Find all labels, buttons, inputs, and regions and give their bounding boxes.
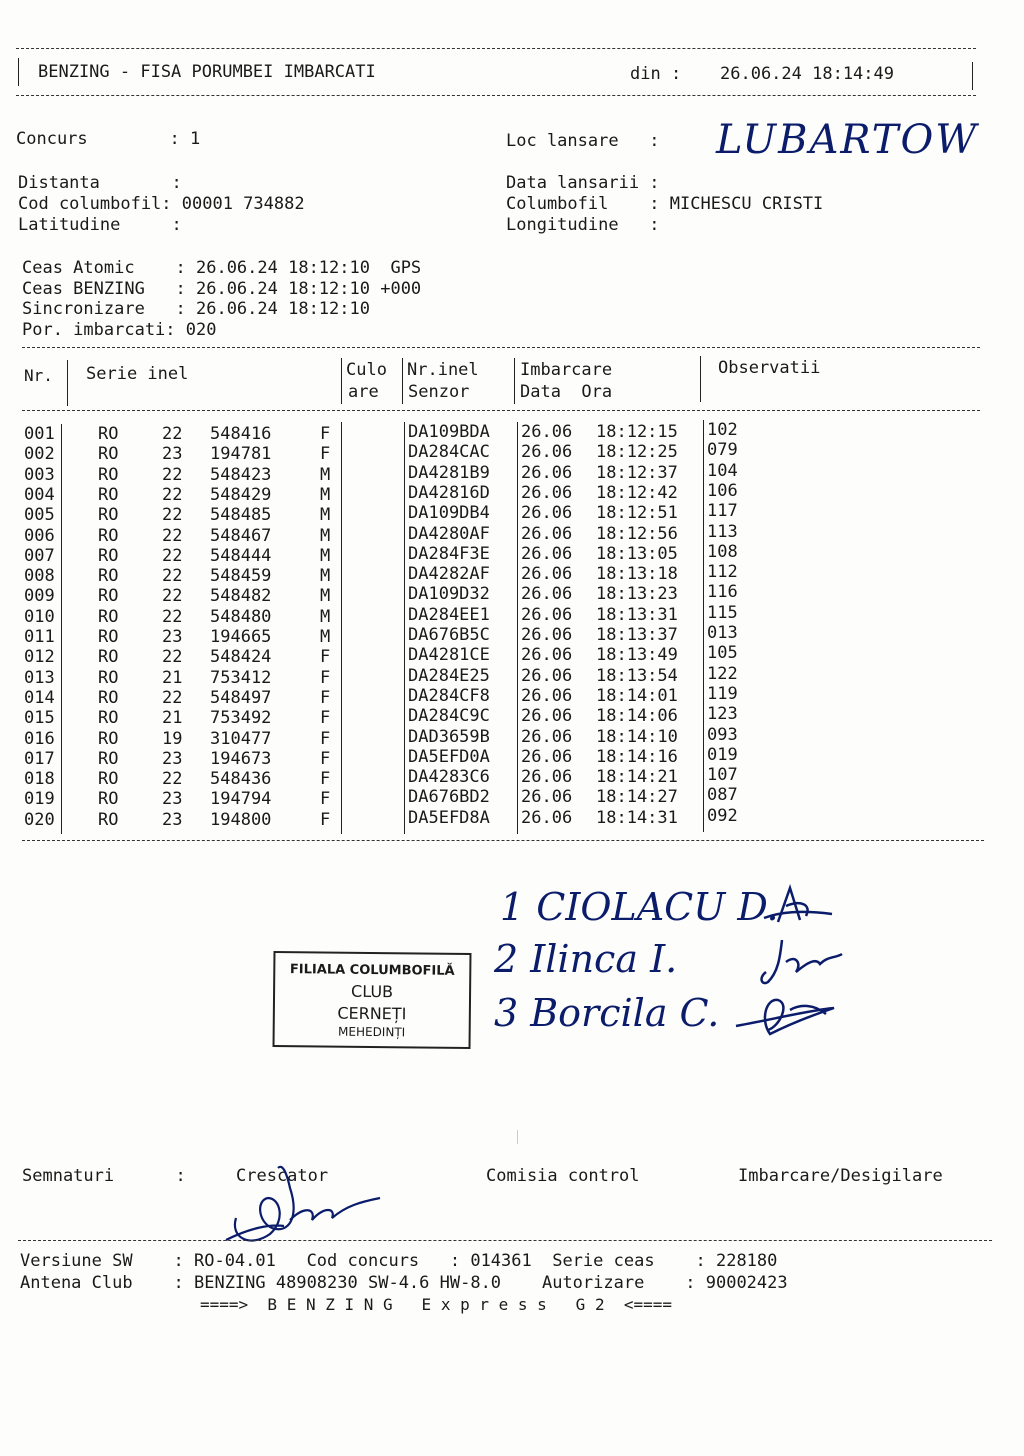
table-row [0,663,1024,688]
row-date: 26.06 [521,584,573,605]
table-row [0,602,1024,627]
row-country: RO [98,627,119,647]
handwritten-line-2: 2 Ilinca I. [494,937,678,981]
table-row [0,501,1024,526]
imbarcare-desigilare-label: Imbarcare/Desigilare [738,1166,943,1186]
table-row [0,683,1024,708]
row-time: 18:14:10 [596,726,678,747]
row-nr: 005 [24,505,55,526]
row-country: RO [98,444,119,465]
stamp-line-1: FILIALA COLUMBOFILĂ [289,962,455,979]
row-country: RO [98,667,119,688]
handwritten-line-1: 1 CIOLACU D. [500,885,779,929]
row-time: 18:13:23 [596,584,678,605]
row-time: 18:14:16 [596,746,678,767]
row-nr: 016 [24,728,55,749]
row-date: 26.06 [521,726,573,747]
row-year: 23 [162,748,183,769]
row-date: 26.06 [521,807,573,828]
row-nr: 020 [24,809,55,830]
versiune-sw-line: Versiune SW : RO-04.01 Cod concurs : 014361 Serie ceas : 228180 [20,1251,778,1271]
row-sex: F [320,728,331,749]
row-nr: 002 [24,444,55,465]
stamp-line-4: MEHEDINȚI [337,1024,406,1040]
row-sensor: DA4283C6 [408,767,490,788]
handwritten-initials-2 [756,932,846,992]
row-country: RO [98,505,119,526]
row-nr: 014 [24,687,55,708]
row-sensor: DA676BD2 [408,787,490,808]
row-sex: M [320,545,331,566]
row-year: 22 [162,464,183,485]
row-year: 22 [162,525,183,546]
row-obs: 116 [707,582,738,603]
table-row [0,480,1024,505]
table-row [0,440,1024,465]
row-sensor: DA284CF8 [408,685,490,706]
row-date: 26.06 [521,645,573,666]
row-nr: 007 [24,545,55,566]
row-sex: M [320,464,331,485]
comisia-control-label: Comisia control [486,1166,640,1186]
row-date: 26.06 [521,604,573,625]
row-sex: M [320,586,331,607]
column-header-culoare-2: are [348,382,379,402]
porumbei-imbarcati-field: Por. imbarcati: 020 [22,320,217,340]
row-serial: 548436 [210,769,272,790]
columbofil-field: Columbofil : MICHESCU CRISTI [506,194,824,214]
row-year: 23 [162,809,183,830]
row-country: RO [98,687,119,708]
table-row [0,724,1024,749]
row-country: RO [98,464,119,485]
row-sensor: DA5EFD8A [408,807,490,828]
row-serial: 194800 [210,809,272,830]
loc-lansare-label: Loc lansare : [506,131,660,151]
print-date-value: 26.06.24 18:14:49 [720,64,894,84]
row-date: 26.06 [521,543,573,564]
row-time: 18:14:06 [596,706,678,727]
row-year: 22 [162,424,183,444]
row-year: 21 [162,708,183,729]
table-row [0,765,1024,790]
print-date-label: din : [630,64,682,84]
row-time: 18:12:37 [596,462,678,483]
row-sensor: DA676B5C [408,625,490,645]
row-country: RO [98,769,119,790]
row-date: 26.06 [521,665,573,686]
row-obs: 115 [707,602,738,623]
latitudine-field: Latitudine : [18,215,182,235]
row-nr: 019 [24,789,55,810]
row-date: 26.06 [521,625,573,645]
row-date: 26.06 [521,442,573,463]
row-serial: 753412 [210,667,272,688]
benzing-express-banner: ====> B E N Z I N G E x p r e s s G 2 <==== [200,1295,673,1314]
row-date: 26.06 [521,706,573,727]
row-country: RO [98,525,119,546]
row-country: RO [98,484,119,505]
row-obs: 105 [707,643,738,664]
row-obs: 119 [707,683,738,704]
row-sensor: DA109D32 [408,584,490,605]
row-year: 22 [162,647,183,668]
row-obs: 079 [707,440,738,461]
row-year: 23 [162,627,183,647]
column-header-imbarcare: Imbarcare [520,360,613,380]
table-row [0,582,1024,607]
distanta-field: Distanta : [18,173,182,193]
row-year: 22 [162,586,183,607]
row-obs: 108 [707,541,738,562]
row-time: 18:12:15 [596,422,678,442]
row-serial: 548444 [210,545,272,566]
row-date: 26.06 [521,523,573,544]
row-sensor: DA4281CE [408,645,490,666]
row-time: 18:14:27 [596,787,678,808]
ceas-atomic-field: Ceas Atomic : 26.06.24 18:12:10 GPS [22,258,422,278]
row-obs: 102 [707,420,738,440]
table-row [0,521,1024,546]
row-sensor: DA284F3E [408,543,490,564]
row-time: 18:12:56 [596,523,678,544]
row-sensor: DA4282AF [408,564,490,585]
semnaturi-label: Semnaturi : [22,1166,186,1186]
row-sex: F [320,647,331,668]
row-sex: M [320,606,331,627]
handwritten-line-3: 3 Borcila C. [494,991,720,1035]
row-serial: 753492 [210,708,272,729]
row-year: 23 [162,789,183,810]
table-row [0,643,1024,668]
row-sex: M [320,525,331,546]
ceas-benzing-field: Ceas BENZING : 26.06.24 18:12:10 +000 [22,279,422,299]
row-year: 22 [162,566,183,587]
row-time: 18:13:31 [596,604,678,625]
row-nr: 011 [24,627,55,647]
row-obs: 112 [707,562,738,583]
row-time: 18:12:42 [596,482,678,503]
row-date: 26.06 [521,422,573,442]
row-serial: 548429 [210,484,272,505]
row-obs: 013 [707,623,738,643]
row-serial: 310477 [210,728,272,749]
concurs-field: Concurs : 1 [16,129,201,149]
row-sensor: DA109BDA [408,422,490,442]
row-obs: 113 [707,521,738,542]
row-nr: 006 [24,525,55,546]
row-sensor: DA284EE1 [408,604,490,625]
row-sex: F [320,769,331,790]
column-header-serie-inel: Serie inel [86,364,189,384]
row-obs: 117 [707,501,738,522]
sincronizare-field: Sincronizare : 26.06.24 18:12:10 [22,299,370,319]
row-sex: F [320,809,331,830]
row-nr: 010 [24,606,55,627]
table-row [0,785,1024,810]
row-serial: 548424 [210,647,272,668]
row-sensor: DAD3659B [408,726,490,747]
row-serial: 194665 [210,627,272,647]
row-sex: M [320,505,331,526]
column-header-data-ora: Data Ora [520,382,613,402]
row-time: 18:13:49 [596,645,678,666]
row-serial: 548423 [210,464,272,485]
row-serial: 194673 [210,748,272,769]
row-time: 18:13:37 [596,625,678,645]
row-nr: 015 [24,708,55,729]
table-row [0,805,1024,830]
row-time: 18:13:05 [596,543,678,564]
longitudine-field: Longitudine : [506,215,660,235]
row-sensor: DA42816D [408,482,490,503]
document-title: BENZING - FISA PORUMBEI IMBARCATI [38,62,376,82]
row-country: RO [98,809,119,830]
row-nr: 017 [24,748,55,769]
handwritten-initials-3 [730,990,840,1040]
stamp-line-2: CLUB [350,981,394,1002]
row-sex: M [320,484,331,505]
row-time: 18:12:51 [596,503,678,524]
row-date: 26.06 [521,685,573,706]
row-country: RO [98,424,119,444]
row-nr: 013 [24,667,55,688]
row-sensor: DA4281B9 [408,462,490,483]
row-nr: 001 [24,424,55,444]
row-time: 18:13:54 [596,665,678,686]
row-date: 26.06 [521,787,573,808]
row-serial: 548497 [210,687,272,708]
crescator-label: Crescator [236,1166,329,1186]
club-stamp [273,951,472,1049]
row-nr: 003 [24,464,55,485]
row-year: 22 [162,769,183,790]
table-row [0,623,1024,647]
row-serial: 194781 [210,444,272,465]
row-sensor: DA284CAC [408,442,490,463]
row-nr: 008 [24,566,55,587]
row-sex: F [320,667,331,688]
row-country: RO [98,708,119,729]
row-obs: 087 [707,785,738,806]
row-obs: 104 [707,460,738,481]
row-obs: 123 [707,704,738,725]
row-country: RO [98,566,119,587]
row-serial: 548416 [210,424,272,444]
row-sensor: DA284C9C [408,706,490,727]
row-sex: F [320,708,331,729]
row-serial: 548459 [210,566,272,587]
row-year: 22 [162,545,183,566]
row-serial: 548482 [210,586,272,607]
row-year: 22 [162,606,183,627]
row-country: RO [98,586,119,607]
row-sex: F [320,748,331,769]
row-nr: 009 [24,586,55,607]
column-header-senzor: Senzor [408,382,470,402]
row-serial: 194794 [210,789,272,810]
stamp-line-3: CERNEȚI [337,1003,407,1024]
row-year: 22 [162,687,183,708]
table-row [0,460,1024,485]
row-sex: F [320,444,331,465]
row-country: RO [98,789,119,810]
row-country: RO [98,606,119,627]
row-date: 26.06 [521,482,573,503]
row-date: 26.06 [521,746,573,767]
row-nr: 018 [24,769,55,790]
row-sensor: DA284E25 [408,665,490,686]
row-country: RO [98,728,119,749]
row-obs: 122 [707,663,738,684]
row-time: 18:12:25 [596,442,678,463]
row-date: 26.06 [521,767,573,788]
antena-club-line: Antena Club : BENZING 48908230 SW-4.6 HW-8.0 Autorizare : 90002423 [20,1273,788,1293]
row-time: 18:13:18 [596,564,678,585]
row-year: 21 [162,667,183,688]
row-obs: 092 [707,805,738,826]
table-row [0,420,1024,444]
row-obs: 019 [707,744,738,765]
table-row [0,562,1024,587]
column-header-culoare-1: Culo [346,360,387,380]
row-year: 19 [162,728,183,749]
row-obs: 093 [707,724,738,745]
row-year: 22 [162,505,183,526]
table-row [0,704,1024,729]
row-sex: F [320,424,331,444]
row-obs: 106 [707,480,738,501]
row-sex: F [320,687,331,708]
row-nr: 004 [24,484,55,505]
row-date: 26.06 [521,462,573,483]
row-sex: M [320,627,331,647]
column-header-nr-inel: Nr.inel [407,360,479,380]
row-sex: F [320,789,331,810]
row-country: RO [98,647,119,668]
row-sex: M [320,566,331,587]
row-time: 18:14:21 [596,767,678,788]
faint-mark [517,1130,518,1144]
column-header-nr: Nr. [24,366,53,385]
handwritten-initials-1 [760,882,840,932]
row-sensor: DA5EFD0A [408,746,490,767]
data-lansarii-field: Data lansarii : [506,173,660,193]
row-obs: 107 [707,765,738,786]
loc-lansare-handwritten: LUBARTOW [716,117,979,163]
cod-columbofil-field: Cod columbofil: 00001 734882 [18,194,305,214]
column-header-observatii: Observatii [718,358,821,378]
row-country: RO [98,748,119,769]
row-serial: 548467 [210,525,272,546]
row-time: 18:14:31 [596,807,678,828]
row-date: 26.06 [521,503,573,524]
row-serial: 548480 [210,606,272,627]
row-date: 26.06 [521,564,573,585]
row-country: RO [98,545,119,566]
row-serial: 548485 [210,505,272,526]
row-year: 23 [162,444,183,465]
table-row [0,541,1024,566]
row-sensor: DA109DB4 [408,503,490,524]
row-year: 22 [162,484,183,505]
row-nr: 012 [24,647,55,668]
table-row [0,744,1024,769]
row-sensor: DA4280AF [408,523,490,544]
row-time: 18:14:01 [596,685,678,706]
